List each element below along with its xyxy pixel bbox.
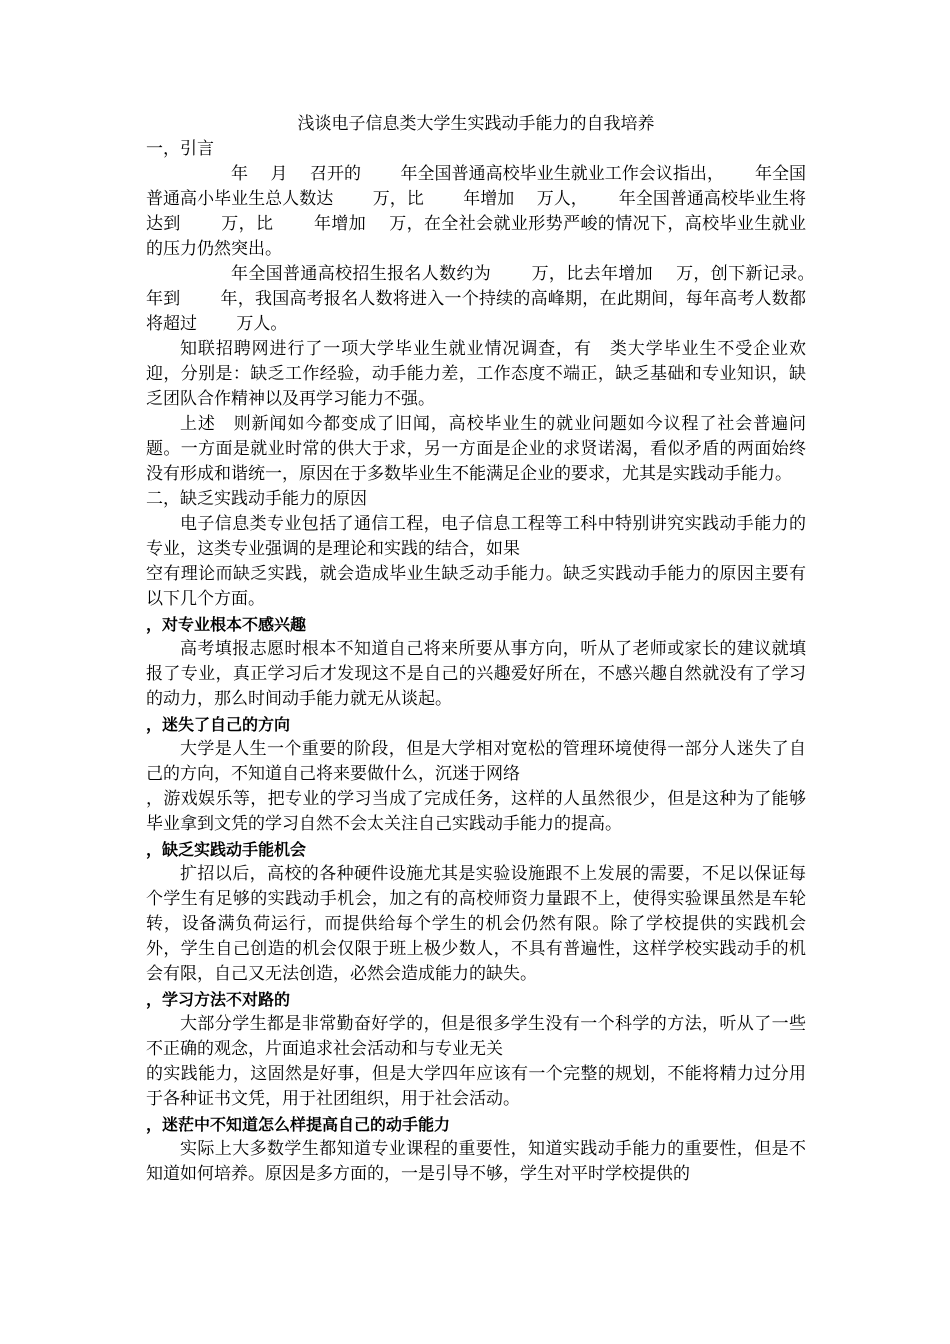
- paragraph: 扩招以后，高校的各种硬件设施尤其是实验设施跟不上发展的需要，不足以保证每个学生有足够的实践动手机会，加之有的高校师资力量跟不上，使得实验课虽然是车轮转，设备满负荷运行，而提供给每个学生的机会仍然有限。除了学校提供的实践机会外，学生自己创造的机会仅限于班上极少数人，不具有普遍性，这样学校实践动手的机会有限，自己又无法创造，必然会造成能力的缺失。: [146, 864, 806, 984]
- subheading: ，迷失了自己的方向: [146, 715, 291, 734]
- paragraph: 大部分学生都是非常勤奋好学的，但是很多学生没有一个科学的方法，听从了一些不正确的观念，片面追求社会活动和与专业无关: [146, 1014, 806, 1059]
- document-title: 浅谈电子信息类大学生实践动手能力的自我培养: [297, 114, 655, 134]
- paragraph: 年 月 召开的 年全国普通高校毕业生就业工作会议指出， 年全国普通高小毕业生总人数达 万，比 年增加 万人， 年全国普通高校毕业生将达到 万，比 年增加 万，在全社会就业形势严峻的情况下，高校毕业生就业的压力仍然突出。: [146, 164, 806, 259]
- section-heading-causes: 二，缺乏实践动手能力的原因: [146, 489, 367, 509]
- section-heading-introduction: 一，引言: [146, 139, 214, 159]
- paragraph: 高考填报志愿时根本不知道自己将来所要从事方向，听从了老师或家长的建议就填报了专业，真正学习后才发现这不是自己的兴趣爱好所在，不感兴趣自然就没有了学习的动力，那么时间动手能力就无从谈起。: [146, 639, 806, 709]
- paragraph: 实际上大多数学生都知道专业课程的重要性，知道实践动手能力的重要性，但是不知道如何培养。原因是多方面的，一是引导不够，学生对平时学校提供的: [146, 1139, 806, 1184]
- subheading: ，缺乏实践动手能机会: [146, 840, 307, 859]
- subheading: ，学习方法不对路的: [146, 990, 291, 1009]
- paragraph: 年全国普通高校招生报名人数约为 万，比去年增加 万，创下新记录。 年到 年，我国高考报名人数将进入一个持续的高峰期，在此期间，每年高考人数都将超过 万人。: [146, 264, 846, 334]
- paragraph: 上述 则新闻如今都变成了旧闻，高校毕业生的就业问题如今议程了社会普遍问题。一方面是就业时常的供大于求，另一方面是企业的求贤诺渴，看似矛盾的两面始终没有形成和谐统一，原因在于多数毕业生不能满足企业的要求，尤其是实践动手能力。: [146, 414, 806, 484]
- subheading: ，迷茫中不知道怎么样提高自己的动手能力: [146, 1115, 451, 1134]
- paragraph: 大学是人生一个重要的阶段，但是大学相对宽松的管理环境使得一部分人迷失了自己的方向，不知道自己将来要做什么，沉迷于网络: [146, 739, 806, 784]
- paragraph: 知联招聘网进行了一项大学毕业生就业情况调查，有 类大学毕业生不受企业欢迎，分别是：缺乏工作经验，动手能力差，工作态度不端正，缺乏基础和专业知识，缺乏团队合作精神以及再学习能力不强。: [146, 339, 806, 409]
- paragraph: 空有理论而缺乏实践，就会造成毕业生缺乏动手能力。缺乏实践动手能力的原因主要有以下几个方面。: [146, 564, 806, 609]
- paragraph: 的实践能力，这固然是好事，但是大学四年应该有一个完整的规划，不能将精力过分用于各种证书文凭，用于社团组织，用于社会活动。: [146, 1064, 806, 1109]
- document-body: [146, 112, 846, 1187]
- paragraph: 电子信息类专业包括了通信工程，电子信息工程等工科中特别讲究实践动手能力的专业，这类专业强调的是理论和实践的结合，如果: [146, 514, 806, 559]
- paragraph: ，游戏娱乐等，把专业的学习当成了完成任务，这样的人虽然很少，但是这种为了能够毕业拿到文凭的学习自然不会太关注自己实践动手能力的提高。: [146, 789, 806, 834]
- subheading: ，对专业根本不感兴趣: [146, 615, 307, 634]
